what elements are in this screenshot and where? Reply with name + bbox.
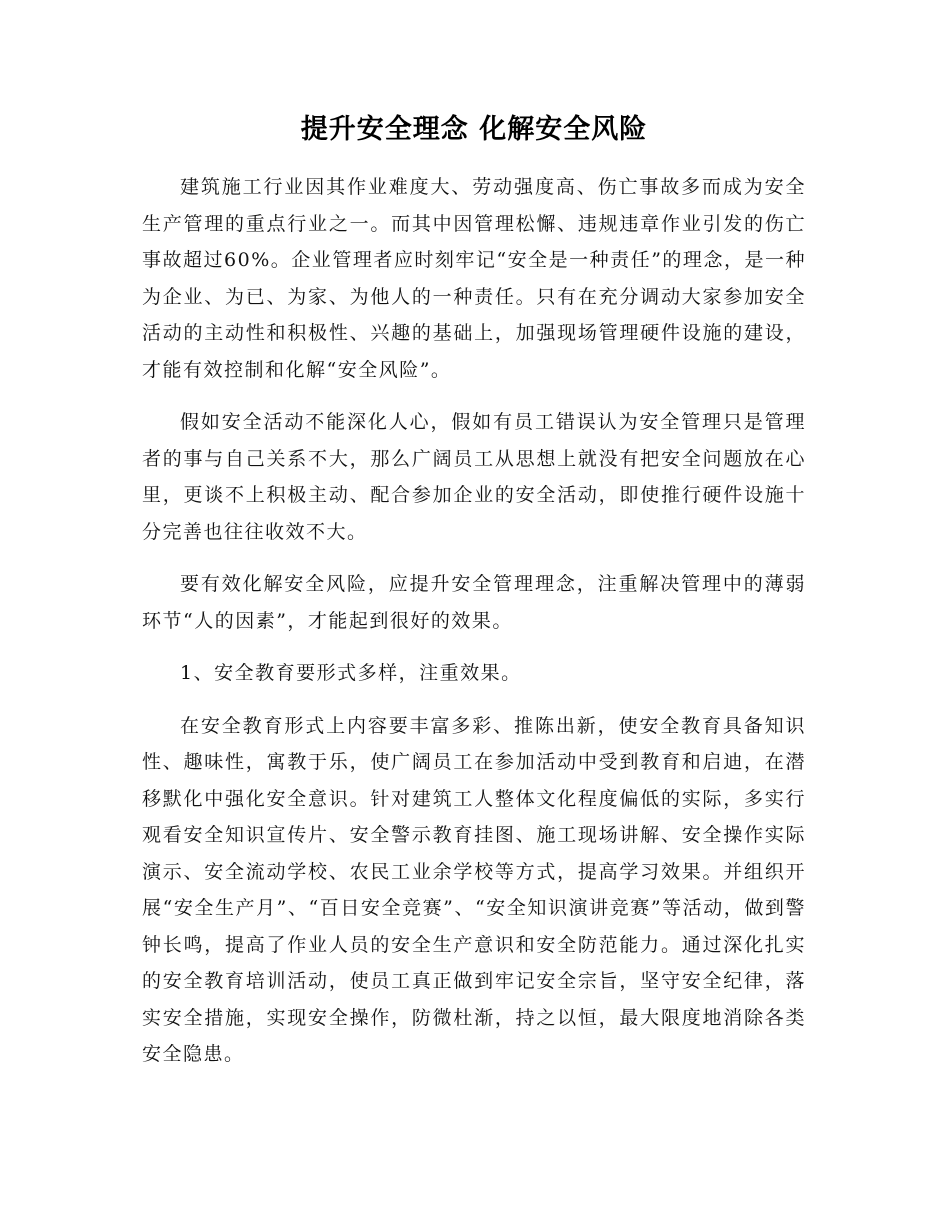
paragraph-approach: 要有效化解安全风险，应提升安全管理理念，注重解决管理中的薄弱环节“人的因素”，才能起到很好的效果。 (142, 573, 806, 632)
paragraph-problem: 假如安全活动不能深化人心，假如有员工错误认为安全管理只是管理者的事与自己关系不大，那么广阔员工从思想上就没有把安全问题放在心里，更谈不上积极主动、配合参加企业的安全活动，即使推行硬件设施十分完善也往往收效不大。 (142, 411, 806, 543)
section-heading-1: 1、安全教育要形式多样，注重效果。 (180, 662, 522, 684)
paragraph-education: 在安全教育形式上内容要丰富多彩、推陈出新，使安全教育具备知识性、趣味性，寓教于乐，使广阔员工在参加活动中受到教育和启迪，在潜移默化中强化安全意识。针对建筑工人整体文化程度偏低的实际，多实行观看安全知识宣传片、安全警示教育挂图、施工现场讲解、安全操作实际演示、安全流动学校、农民工业余学校等方式，提高学习效果。并组织开展“安全生产月”、“百日安全竞赛”、“安全知识演讲竞赛”等活动，做到警钟长鸣，提高了作业人员的安全生产意识和安全防范能力。通过深化扎实的安全教育培训活动，使员工真正做到牢记安全宗旨，坚守安全纪律，落实安全措施，实现安全操作，防微杜渐，持之以恒，最大限度地消除各类安全隐患。 (142, 714, 806, 1065)
document-title: 提升安全理念 化解安全风险 (300, 114, 648, 145)
document-body (142, 104, 806, 1089)
paragraph-intro: 建筑施工行业因其作业难度大、劳动强度高、伤亡事故多而成为安全生产管理的重点行业之一。而其中因管理松懈、违规违章作业引发的伤亡事故超过60%。企业管理者应时刻牢记“安全是一种责任”的理念，是一种为企业、为已、为家、为他人的一种责任。只有在充分调动大家参加安全活动的主动性和积极性、兴趣的基础上，加强现场管理硬件设施的建设，才能有效控制和化解“安全风险”。 (142, 176, 806, 381)
